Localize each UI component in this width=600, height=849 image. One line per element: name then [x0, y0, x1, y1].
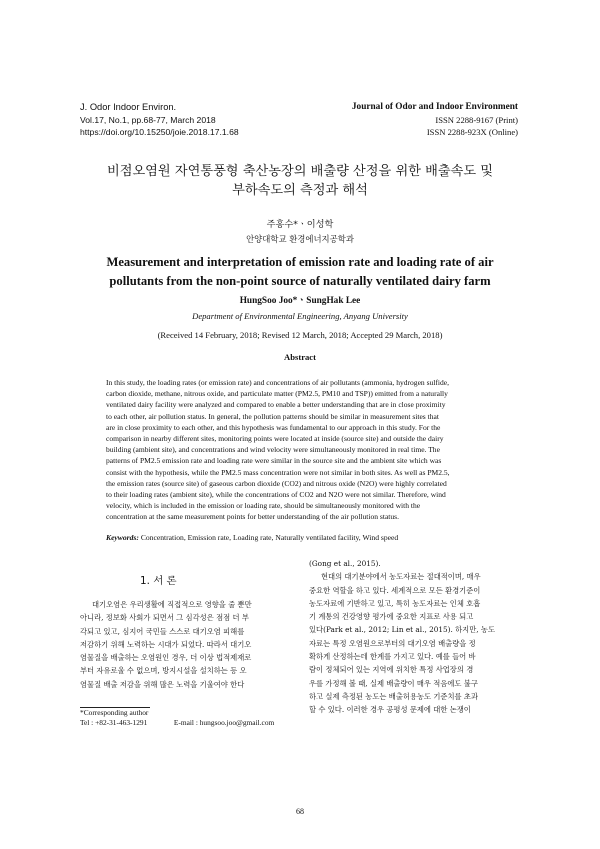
telephone: Tel : +82-31-463-1291 — [80, 718, 148, 728]
abstract-line: comparison in nearby different sites, monitoring points were located at inside (source site) and outside the dairy — [106, 434, 444, 444]
korean-title-line-1: 비점오염원 자연통풍형 축산농장의 배출량 산정을 위한 배출속도 및 — [106, 164, 494, 179]
body-line: 람이 정체되어 있는 지역에 위치한 특정 사업장의 경 — [309, 665, 474, 675]
korean-title-line-2: 부하속도의 측정과 해석 — [232, 183, 368, 198]
body-line: 염물질 배출 저감을 위해 많은 노력을 기울여야 한다 — [80, 679, 245, 689]
journal-short-name: J. Odor Indoor Environ. — [80, 102, 177, 112]
body-line: 하고 실제 측정된 농도는 배출허용농도 기준치를 초과 — [309, 691, 478, 701]
abstract-line: to each other, air pollution status. In general, the pollution patterns should be similar in measurement sites that — [106, 411, 439, 421]
abstract-line: concentration at the same measurement points for better understanding of the air pollution status. — [106, 512, 399, 522]
korean-affiliation: 안양대학교 환경에너지공학과 — [246, 234, 354, 244]
body-line: 각되고 있고, 심지어 국민들 스스로 대기오염 피해를 — [80, 626, 245, 636]
abstract-line: the emission rates (source site) of gaseous carbon dioxide (CO2) and nitrous oxide (N2O) were highly correlated — [106, 478, 447, 488]
english-title-line-1: Measurement and interpretation of emission rate and loading rate of air — [106, 255, 494, 269]
abstract-line: In this study, the loading rates (or emission rate) and concentrations of air pollutants (ammonia, hydrogen sulfide, — [106, 378, 450, 387]
abstract-heading: Abstract — [284, 352, 316, 362]
abstract-line: patterns of PM2.5 emission rate and loading rate were similar in the source site and the ambient site which was — [106, 456, 442, 466]
body-line: 확하게 산정하는데 한계를 가지고 있다. 예를 들어 바 — [309, 652, 476, 662]
body-line: 저감하기 위해 노력하는 시대가 되었다. 따라서 대기오 — [80, 639, 252, 649]
keywords-label: Keywords: — [106, 533, 139, 542]
abstract-line: ventilated dairy facility were analyzed and compared to enable a better understanding that are in close proximity — [106, 400, 446, 410]
body-line: 중요한 역할을 하고 있다. 세계적으로 모든 환경기준이 — [309, 585, 481, 595]
body-line: 대기오염은 우리생활에 직접적으로 영향을 줄 뿐만 — [92, 600, 252, 609]
abstract-line: building (ambient site), and concentrations and wind velocity were simultaneously monitored in real time. The — [106, 445, 440, 455]
left-column-body — [80, 598, 292, 691]
english-affiliation: Department of Environmental Engineering, Anyang University — [192, 311, 408, 321]
keywords-list: Concentration, Emission rate, Loading rate, Naturally ventilated facility, Wind speed — [140, 533, 399, 542]
issn-online: ISSN 2288-923X (Online) — [426, 127, 518, 138]
keywords — [106, 533, 506, 542]
footnote — [80, 708, 274, 729]
body-line: (Gong et al., 2015). — [309, 559, 381, 568]
body-line: 현대의 대기분야에서 농도자료는 절대적이며, 매우 — [321, 572, 481, 582]
korean-title — [60, 162, 540, 200]
abstract-line: carbon dioxide, methane, nitrous oxide, and particulate matter (PM2.5, PM10 and TSP)) emitted from a naturally — [106, 389, 448, 399]
abstract-body — [106, 377, 497, 523]
body-line: 기 계통의 건강영향 평가에 중요한 지표로 사용 되고 — [309, 612, 474, 622]
issn-print: ISSN 2288-9167 (Print) — [435, 114, 518, 125]
english-title-line-2: pollutants from the non-point source of naturally ventilated dairy farm — [109, 274, 491, 288]
body-line: 부터 자유로울 수 없으며, 방지시설을 설치하는 등 오 — [80, 666, 247, 676]
abstract-line: consist with the hypothesis, while the PM2.5 mass concentration were not similar in both sites. As well as PM2.5, — [106, 467, 450, 477]
english-authors: HungSoo Joo*ㆍSungHak Lee — [239, 296, 361, 306]
corresponding-author-label: *Corresponding author — [80, 708, 149, 717]
journal-header-left — [80, 101, 239, 139]
body-line: 할 수 있다. 이러한 경우 공평성 문제에 대한 논쟁이 — [309, 705, 471, 715]
received-dates: (Received 14 February, 2018; Revised 12 March, 2018; Accepted 29 March, 2018) — [157, 330, 443, 340]
abstract-line: to their loading rates (ambient site), while the concentrations of CO2 and N2O were not similar. Therefore, wind — [106, 490, 446, 500]
body-line: 있다(Park et al., 2012; Lin et al., 2015). 하지만, 농도 — [309, 625, 496, 635]
body-line: 염물질을 배출하는 오염원인 경우, 더 이상 법적제재로 — [80, 653, 252, 663]
english-title — [84, 253, 516, 291]
contact-info — [80, 718, 274, 728]
abstract-line: velocity, which is included in the emission or loading rate, should be simultaneously monitored with the — [106, 501, 421, 511]
doi-link[interactable]: https://doi.org/10.15250/joie.2018.17.1.68 — [80, 127, 239, 138]
journal-header-right — [352, 101, 518, 139]
korean-authors: 주홍수*ㆍ이성학 — [266, 219, 334, 230]
abstract-line: are in close proximity to each other, and this hypothesis was fundamental to our approach in this study. For the — [106, 422, 441, 432]
volume-info: Vol.17, No.1, pp.68-77, March 2018 — [80, 114, 216, 125]
right-column-body — [309, 557, 519, 717]
body-line: 농도자료에 기반하고 있고, 특히 농도자료는 인체 호흡 — [309, 598, 481, 608]
section-1-title: 1. 서 론 — [140, 575, 177, 587]
email[interactable]: E-mail : hungsoo.joo@gmail.com — [173, 718, 275, 728]
page-number: 68 — [296, 807, 304, 816]
body-line: 우를 가정해 볼 때, 실제 배출량이 매우 적음에도 불구 — [309, 678, 478, 688]
body-line: 아니라, 정보화 사회가 되면서 그 심각성은 점점 더 부 — [80, 613, 249, 623]
journal-full-name: Journal of Odor and Indoor Environment — [351, 102, 518, 112]
body-line: 자료는 특정 오염원으로부터의 대기오염 배출량을 정 — [309, 638, 476, 648]
